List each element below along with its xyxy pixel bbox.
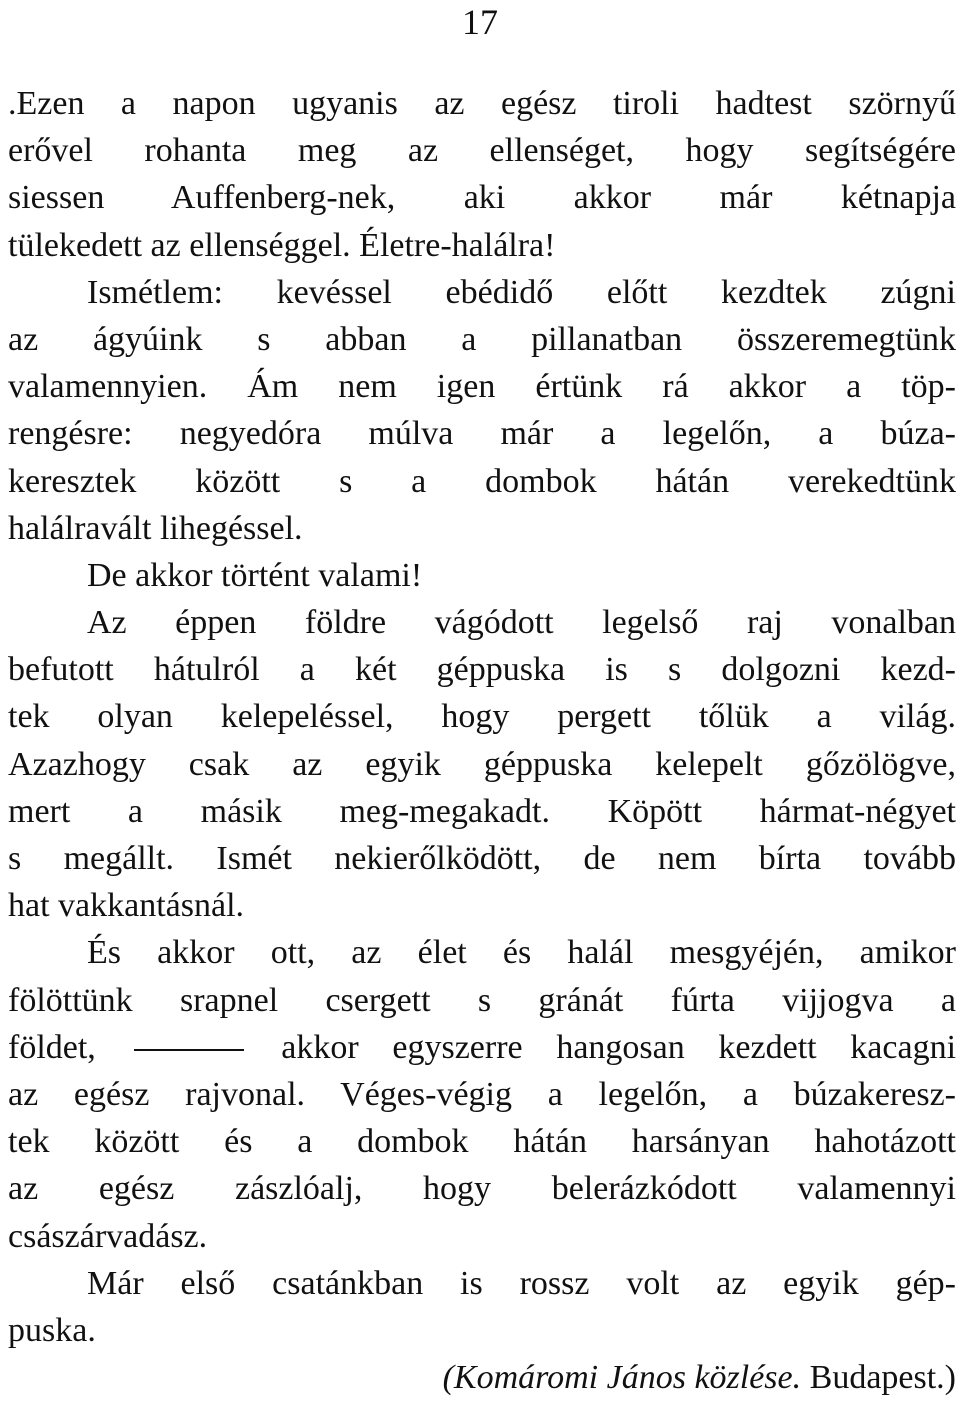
em-dash	[134, 1049, 244, 1051]
text-line: valamennyien. Ám nem igen értünk rá akkor a töp-	[8, 368, 956, 406]
text-line: siessen Auffenberg-nek, aki akkor már kétnapja	[8, 179, 956, 217]
attribution-author: Komáromi János közlése.	[453, 1359, 802, 1397]
text-line: tek olyan kelepeléssel, hogy pergett tőlük a világ.	[8, 698, 956, 736]
text-line: De akkor történt valami!	[87, 556, 423, 594]
text-line: halálravált lihegéssel.	[8, 509, 303, 547]
text-line-start: földet,	[8, 1028, 96, 1066]
attribution	[8, 1354, 956, 1401]
text-line: befutott hátulról a két géppuska is s dolgozni kezd-	[8, 651, 956, 689]
text-line: fölöttünk srapnel csergett s gránát fúrta vijjogva a	[8, 981, 956, 1019]
text-line	[8, 1024, 956, 1071]
page-number: 17	[462, 2, 498, 42]
text-line: .Ezen a napon ugyanis az egész tiroli hadtest szörnyű	[8, 85, 956, 122]
attribution-paren: (	[442, 1359, 454, 1397]
text-line: az egész zászlóalj, hogy belerázkódott valamennyi	[8, 1170, 956, 1208]
text-line: császárvadász.	[8, 1217, 208, 1255]
text-line: az ágyúink s abban a pillanatban összeremegtünk	[8, 320, 956, 358]
text-line: az egész rajvonal. Véges-végig a legelőn, a búzakeresz-	[8, 1075, 956, 1113]
text-line: Azazhogy csak az egyik géppuska kelepelt gőzölögve,	[8, 745, 956, 783]
attribution-place: Budapest.)	[801, 1359, 956, 1397]
text-line: keresztek között s a dombok hátán verekedtünk	[8, 462, 956, 500]
text-line: Már első csatánkban is rossz volt az egyik gép-	[87, 1264, 956, 1302]
text-line: Az éppen földre vágódott legelső raj vonalban	[87, 604, 956, 642]
text-line-end: akkor egyszerre hangosan kezdett kacagni	[281, 1028, 957, 1066]
text-line: tek között és a dombok hátán harsányan hahotázott	[8, 1123, 956, 1161]
text-line: rengésre: negyedóra múlva már a legelőn, a búza-	[8, 415, 956, 453]
text-line: hat vakkantásnál.	[8, 887, 245, 925]
text-line: puska.	[8, 1311, 96, 1349]
text-line: erővel rohanta meg az ellenséget, hogy segítségére	[8, 132, 956, 170]
article-body	[8, 80, 956, 1401]
text-line: És akkor ott, az élet és halál mesgyéjén, amikor	[87, 934, 956, 972]
text-line: mert a másik meg-megakadt. Köpött hármat-négyet	[8, 792, 956, 830]
text-line: s megállt. Ismét nekierőlködött, de nem bírta tovább	[8, 840, 956, 877]
text-line: Ismétlem: kevéssel ebédidő előtt kezdtek zúgni	[87, 273, 956, 311]
text-line: tülekedett az ellenséggel. Életre-halálra!	[8, 226, 556, 264]
